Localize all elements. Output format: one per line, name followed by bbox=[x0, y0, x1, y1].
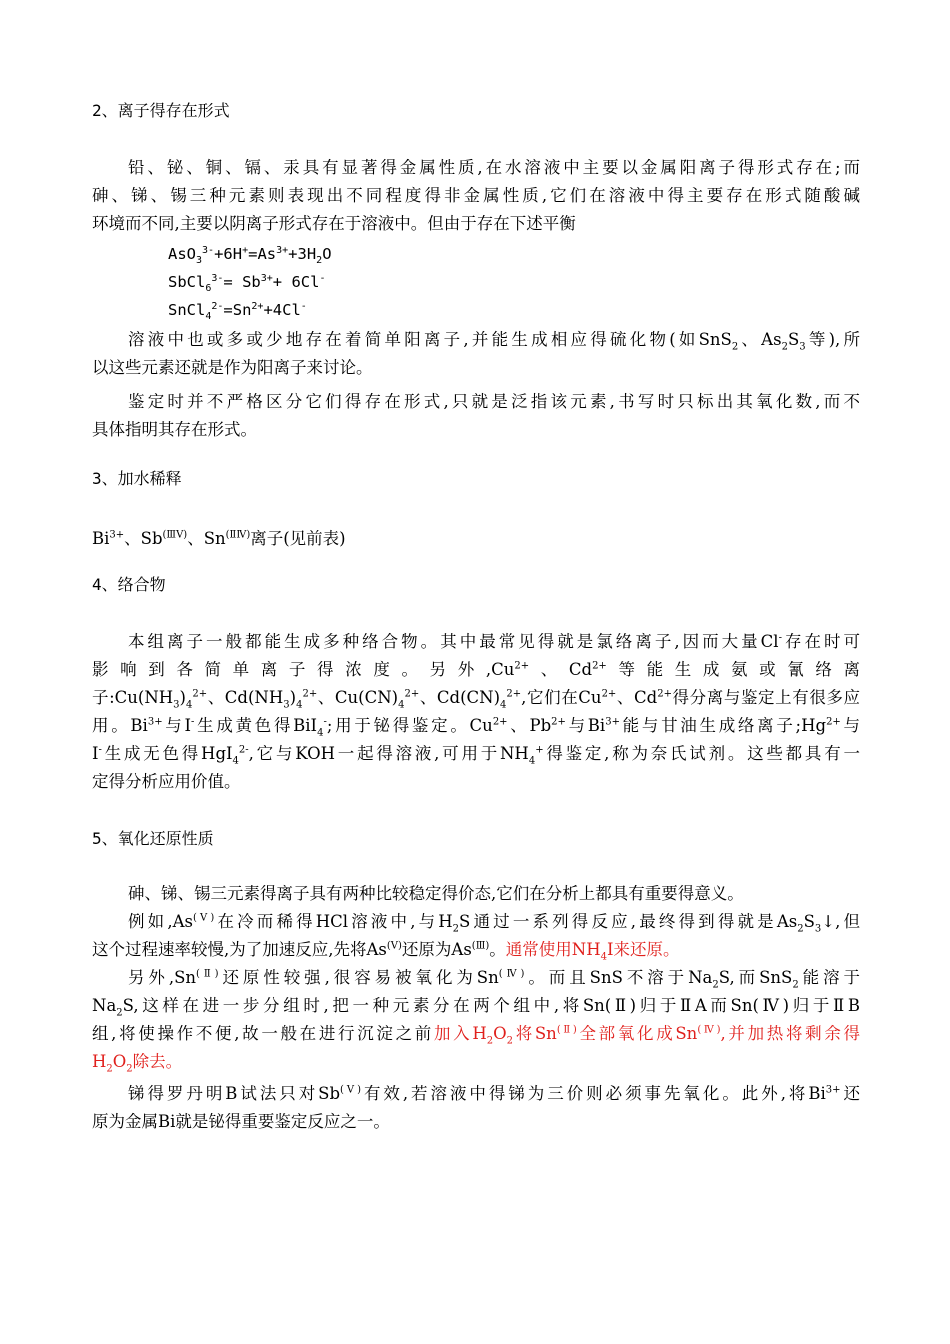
section-heading-2: 2、离子得存在形式 bbox=[92, 101, 230, 120]
paragraph-line: 子$:Cu(NH_3)_4^{2+}$、$Cd(NH_3)_4^{2+}$、$Cu(CN)_4^{2+}$、$Cd(CN)_4^{2+}$,它们在$Cu^{2+}$、$Cd^{2+}$得分离与鉴定上有很多应 bbox=[92, 688, 861, 711]
paragraph-line: 影响到各简单离子得浓度。另外$,Cu^{2+}$、$Cd^{2+}$等能生成氨或氰络离 bbox=[92, 660, 861, 679]
paragraph-line: 组,将使操作不便,故一般在进行沉淀之前加入$H_2O_2$将$Sn^{(Ⅱ)}$全部氧化成$Sn^{(Ⅳ)}$,并加热将剩余得 bbox=[92, 1024, 861, 1047]
paragraph-line: 鉴定时并不严格区分它们得存在形式,只就是泛指该元素,书写时只标出其氧化数,而不 bbox=[128, 392, 860, 411]
section-heading-4: 4、络合物 bbox=[92, 575, 166, 594]
paragraph-line: 砷、锑、锡三元素得离子具有两种比较稳定得价态,它们在分析上都具有重要得意义。 bbox=[128, 884, 744, 903]
paragraph-line: 锑得罗丹明B试法只对$Sb^{(Ⅴ)}$有效,若溶液中得锑为三价则必须事先氧化。此外,将$Bi^{3+}$还 bbox=[128, 1084, 860, 1103]
equation-line: $AsO_3^{3-}+6H^+=As^{3+}+3H_2O$ bbox=[168, 244, 332, 267]
paragraph-line: 这个过程速率较慢,为了加速反应,先将$As^{(Ⅴ)}$还原为$As^{(Ⅲ)}$。通常使用$NH_4I$来还原。 bbox=[92, 940, 680, 963]
paragraph-line: $Bi^{3+}$、$Sb^{(ⅢⅤ)}$、$Sn^{(ⅡⅣ)}$离子(见前表) bbox=[92, 529, 346, 548]
paragraph-line: 用。$Bi^{3+}$与I-生成黄色得BiI$_4$-;用于铋得鉴定。$Cu^{2+}$、$Pb^{2+}$与$Bi^{3+}$能与甘油生成络离子$;Hg^{2+}$与 bbox=[92, 716, 861, 739]
paragraph-line: 原为金属Bi就是铋得重要鉴定反应之一。 bbox=[92, 1112, 390, 1131]
paragraph-line: 另外$,Sn^{(Ⅱ)}$还原性较强,很容易被氧化为$Sn^{(Ⅳ)}$。而且SnS不溶于$Na_2S$,而SnS$_2$能溶于 bbox=[128, 968, 860, 991]
paragraph-line: 环境而不同,主要以阴离子形式存在于溶液中。但由于存在下述平衡 bbox=[92, 214, 576, 233]
equation-line: $SnCl_4^{2-}=Sn^{2+}+4Cl^-$ bbox=[168, 300, 307, 323]
highlighted-text: 通常使用$NH_4I$来还原。 bbox=[505, 940, 680, 963]
paragraph-line: I-生成无色得HgI$_4^{2-}$,它与KOH一起得溶液,可用于$NH_4^+$得鉴定,称为奈氏试剂。这些都具有一 bbox=[92, 744, 860, 767]
highlighted-text: 加入$H_2O_2$将$Sn^{(Ⅱ)}$全部氧化成$Sn^{(Ⅳ)}$,并加热将剩余得 bbox=[433, 1024, 861, 1047]
paragraph-line: 溶液中也或多或少地存在着简单阳离子,并能生成相应得硫化物(如SnS$_2$、$As_2S_3$等),所 bbox=[128, 330, 860, 353]
equation-line: SbCl$_6^{3-}$= $Sb^{3+}+ 6Cl^-$ bbox=[168, 272, 326, 295]
paragraph-line: $Na_2S$,这样在进一步分组时,把一种元素分在两个组中,将Sn(Ⅱ)归于ⅡA而Sn(Ⅳ)归于ⅡB bbox=[92, 996, 860, 1019]
paragraph-line: 铅、铋、铜、镉、汞具有显著得金属性质,在水溶液中主要以金属阳离子得形式存在;而 bbox=[128, 158, 860, 177]
paragraph-line: 具体指明其存在形式。 bbox=[92, 420, 257, 439]
paragraph-line: 例如$,As^{(Ⅴ)}$在冷而稀得HCl溶液中,与$H_2S$通过一系列得反应,最终得到得就是$As_2S_3↓$,但 bbox=[128, 912, 860, 935]
paragraph-line: 定得分析应用价值。 bbox=[92, 772, 241, 791]
highlighted-text: $H_2O_2$除去。 bbox=[92, 1052, 183, 1075]
paragraph-line: 砷、锑、锡三种元素则表现出不同程度得非金属性质,它们在溶液中得主要存在形式随酸碱 bbox=[92, 186, 860, 205]
paragraph-line: 以这些元素还就是作为阳离子来讨论。 bbox=[92, 358, 373, 377]
section-heading-5: 5、氧化还原性质 bbox=[92, 829, 214, 848]
section-heading-3: 3、加水稀释 bbox=[92, 469, 182, 488]
paragraph-line: 本组离子一般都能生成多种络合物。其中最常见得就是氯络离子,因而大量Cl-存在时可 bbox=[128, 632, 861, 651]
